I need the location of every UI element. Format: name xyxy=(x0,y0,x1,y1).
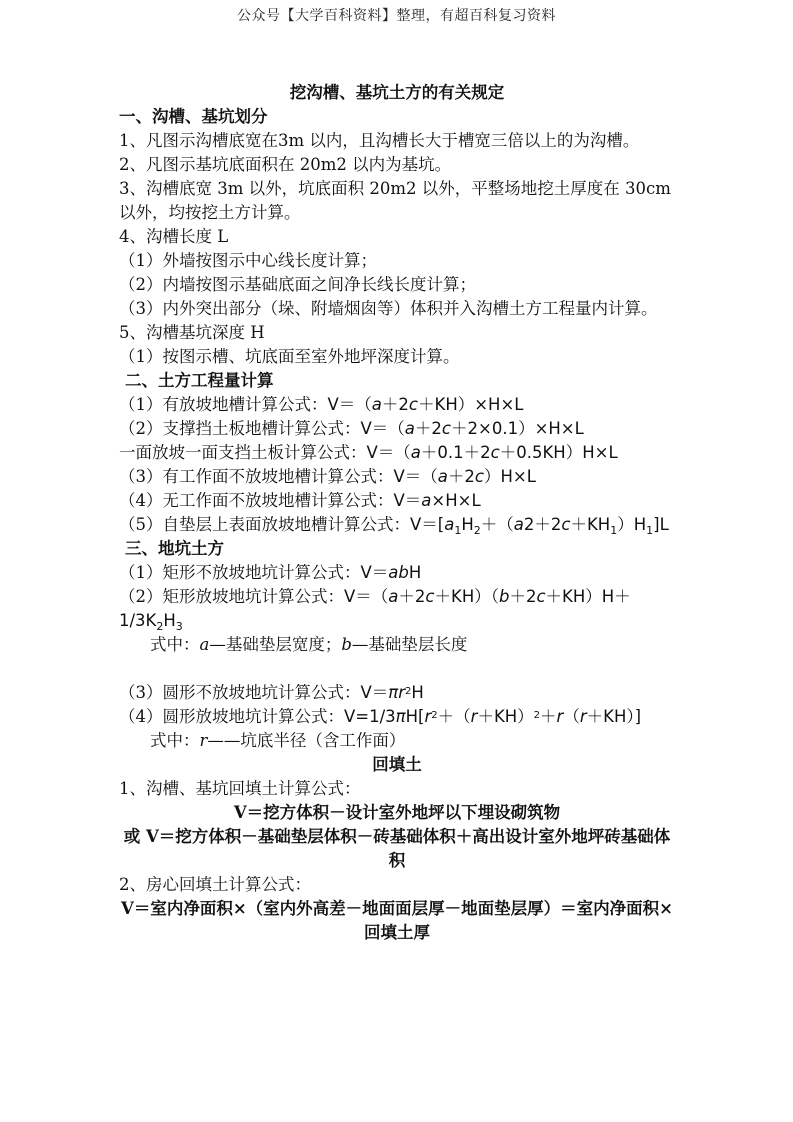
section-heading-2: 二、土方工程量计算 xyxy=(125,371,274,390)
formula-trench-plain: （4）无工作面不放坡地槽计算公式：V＝a×H×L xyxy=(119,491,481,510)
formula-pit-rect-slope: （2）矩形放坡地坑计算公式：$V=(a+2c+KH)(b+2c+KH)H+1/3K_2H_3$ xyxy=(119,587,631,633)
rule-5: 5、沟槽基坑深度 H xyxy=(119,323,265,342)
formula-pit-round: （3）圆形不放坡地坑计算公式：$V=\pi r^2H$ xyxy=(119,683,424,702)
backfill-formula-1: V＝挖方体积－设计室外地坪以下埋设砌筑物 xyxy=(233,803,561,822)
backfill-rule-2: 2、房心回填土计算公式： xyxy=(119,875,311,894)
rule-4: 4、沟槽长度 L xyxy=(119,227,229,246)
rule-4-2: （2）内墙按图示基础底面之间净长线长度计算； xyxy=(119,275,476,294)
section-heading-1: 一、沟槽、基坑划分 xyxy=(119,107,268,126)
formula-trench-mixed: 一面放坡一面支挡土板计算公式：V＝（a＋0.1＋2c＋0.5KH）H×L xyxy=(119,443,618,462)
document-body xyxy=(119,81,675,945)
rule-4-3: （3）内外突出部分（垛、附墙烟囱等）体积并入沟槽土方工程量内计算。 xyxy=(119,299,658,318)
backfill-formula-2: 或 V＝挖方体积－基础垫层体积－砖基础体积＋高出设计室外地坪砖基础体积 xyxy=(123,827,671,870)
backfill-rule-1: 1、沟槽、基坑回填土计算公式： xyxy=(119,779,361,798)
rule-2: 2、凡图示基坑底面积在 20m2 以内为基坑。 xyxy=(119,155,452,174)
formula-trench-cushion: （5）自垫层上表面放坡地槽计算公式：$V=[a_1H_2+(a2+2c+KH_1)H_1]L$ xyxy=(119,515,669,537)
note-pit-radius: 式中：r——坑底半径（含工作面） xyxy=(150,731,406,750)
rule-5-1: （1）按图示槽、坑底面至室外地坪深度计算。 xyxy=(119,347,460,366)
formula-pit-round-slope: （4）圆形放坡地坑计算公式：$V=1/3\pi H[r^2+(r+KH)^2+r(r+KH)]$ xyxy=(119,707,642,726)
section-heading-4: 回填土 xyxy=(372,755,422,774)
rule-4-1: （1）外墙按图示中心线长度计算； xyxy=(119,251,377,270)
formula-trench-shoring: （2）支撑挡土板地槽计算公式：V＝（a＋2c＋2×0.1）×H×L xyxy=(119,419,584,438)
formula-trench-slope: （1）有放坡地槽计算公式：V＝（a＋2c＋KH）×H×L xyxy=(119,395,524,414)
rule-1: 1、凡图示沟槽底宽在3m 以内，且沟槽长大于槽宽三倍以上的为沟槽。 xyxy=(119,131,640,150)
backfill-formula-3: V＝室内净面积×（室内外高差－地面面层厚－地面垫层厚）＝室内净面积×回填土厚 xyxy=(121,899,673,942)
rule-3: 3、沟槽底宽 3m 以外，坑底面积 20m2 以外，平整场地挖土厚度在 30cm 以外，均按挖土方计算。 xyxy=(119,179,671,222)
formula-pit-rect: （1）矩形不放坡地坑计算公式：V＝abH xyxy=(119,563,422,582)
document-title: 挖沟槽、基坑土方的有关规定 xyxy=(289,83,505,102)
formula-trench-workface: （3）有工作面不放坡地槽计算公式：V＝（a＋2c）H×L xyxy=(119,467,536,486)
blank-line xyxy=(119,657,675,681)
section-heading-3: 三、地坑土方 xyxy=(125,539,224,558)
page-header: 公众号【大学百科资料】整理，有超百科复习资料 xyxy=(237,8,556,24)
note-pit-symbols: 式中：a—基础垫层宽度；b—基础垫层长度 xyxy=(150,635,468,654)
